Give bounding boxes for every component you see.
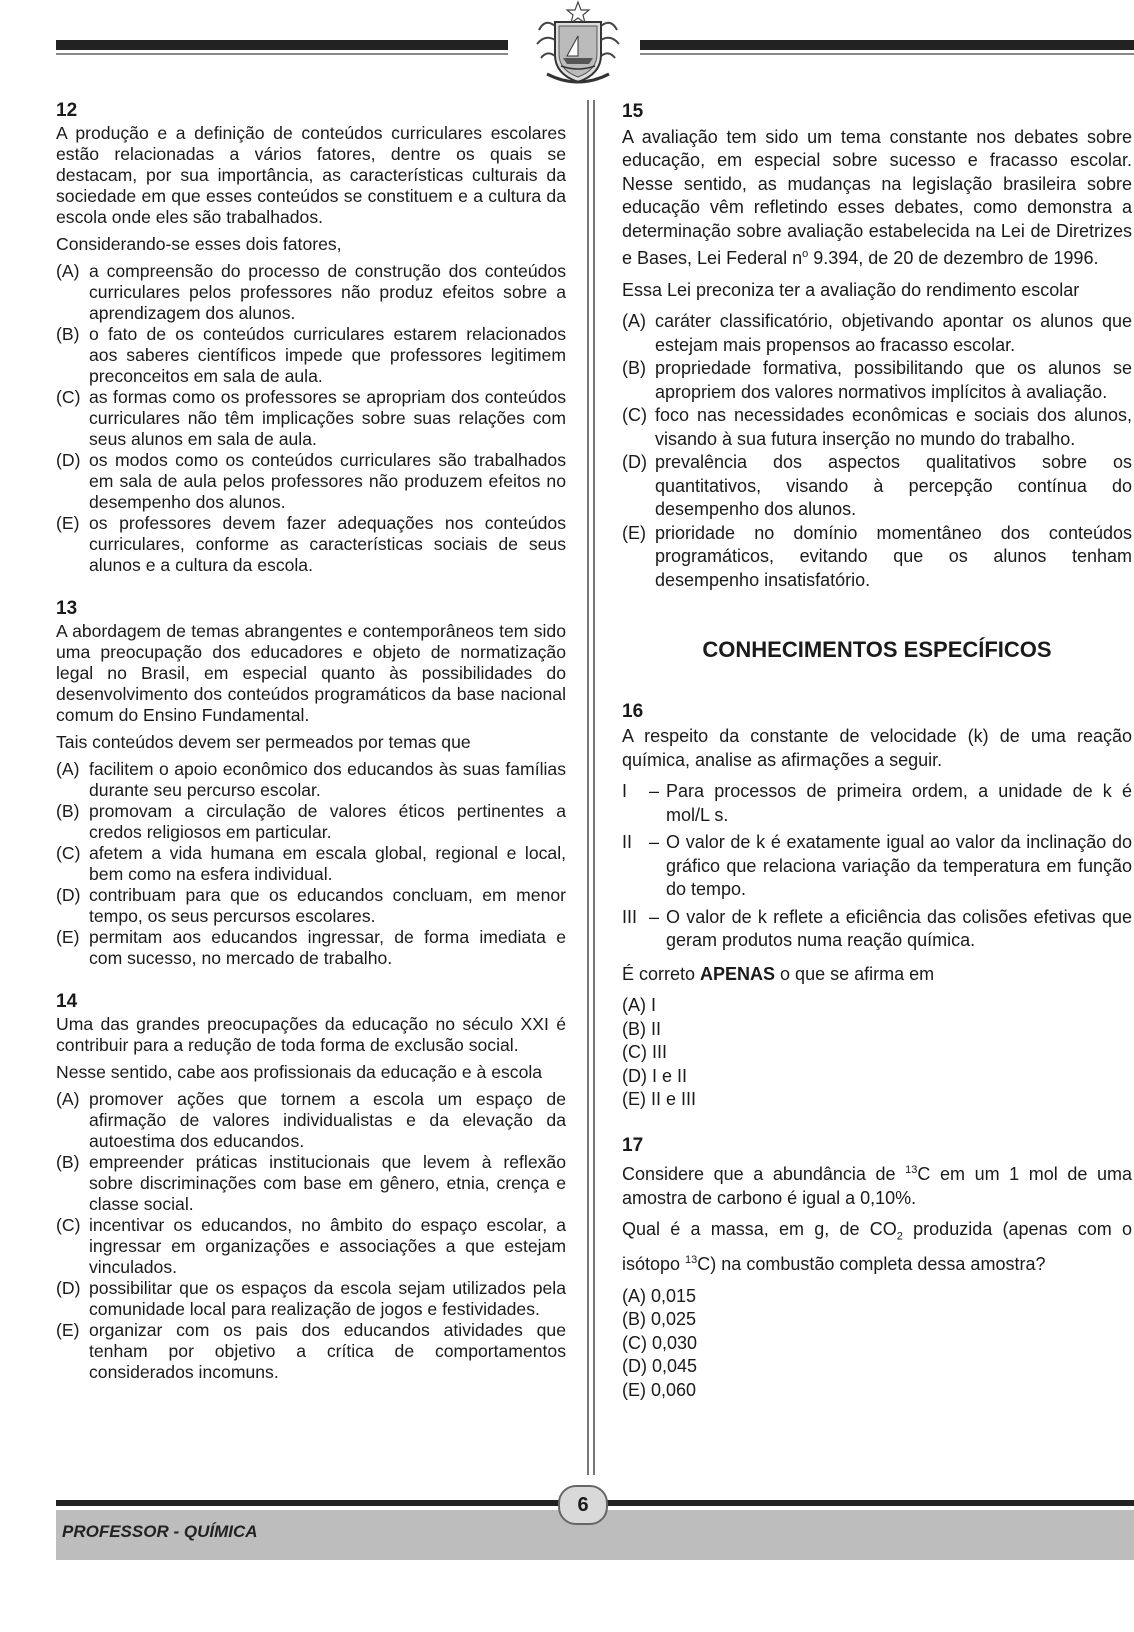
question-prompt: Considerando-se esses dois fatores, xyxy=(56,234,342,254)
question-stem: A produção e a definição de conteúdos curriculares escolares estão relacionadas a vários fatores, dentre os quais se destacam, por sua importância, as características culturais da sociedade em que esses conteúdos se constituem e a cultura da escola onde eles são trabalhados. xyxy=(56,123,566,227)
question-stem: A avaliação tem sido um tema constante nos debates sobre educação, em especial sobre sucesso e fracasso escolar. Nesse sentido, as mudanças na legislação brasileira sobre educação vêm refletindo esses debates, como demonstra a determinação sobre avaliação estabelecida na Lei de Diretrizes e Bases, Lei Federal $n^o$ 9.394, de 20 de dezembro de 1996. xyxy=(622,126,1132,268)
question-12 xyxy=(56,100,566,576)
option-d[interactable]: (D) 0,045 xyxy=(622,1356,698,1377)
question-17 xyxy=(622,1134,1132,1403)
question-stem: Considere que a abundância de $^{13}$C em um 1 mol de uma amostra de carbono é igual a 0,10%. xyxy=(622,1164,1132,1208)
statement-ii: II – O valor de k é exatamente igual ao valor da inclinação do gráfico que relaciona variação da temperatura em função do tempo. xyxy=(622,832,1132,899)
question-14 xyxy=(56,991,566,1383)
option-b[interactable]: (B) 0,025 xyxy=(622,1309,697,1330)
option-d[interactable]: (D) os modos como os conteúdos curriculares são trabalhados em sala de aula pelos professores não produzem efeitos no desempenho dos alunos. xyxy=(56,450,566,512)
left-column xyxy=(56,100,566,1405)
option-a[interactable]: (A) I xyxy=(622,995,656,1015)
option-b[interactable]: (B) propriedade formativa, possibilitando que os alunos se apropriem dos valores normativos implícitos à avaliação. xyxy=(622,358,1132,402)
statement-iii: III – O valor de k reflete a eficiência das colisões efetivas que geram produtos numa reação química. xyxy=(622,906,1132,950)
option-d[interactable]: (D) I e II xyxy=(622,1065,688,1086)
option-d[interactable]: (D) contribuam para que os educandos concluam, em menor tempo, os seus percursos escolares. xyxy=(56,885,566,926)
option-a[interactable]: (A) promover ações que tornem a escola um espaço de afirmação de valores individualistas e da elevação da autoestima dos educandos. xyxy=(56,1089,566,1151)
question-prompt: Tais conteúdos devem ser permeados por temas que xyxy=(56,732,471,752)
question-prompt: Nesse sentido, cabe aos profissionais da educação e à escola xyxy=(56,1062,543,1082)
statement-i: I – Para processos de primeira ordem, a unidade de k é mol/L s. xyxy=(622,781,1132,825)
option-e[interactable]: (E) organizar com os pais dos educandos atividades que tenham por objetivo a crítica de comportamentos considerados incomuns. xyxy=(56,1320,566,1382)
question-prompt: É correto APENAS o que se afirma em xyxy=(622,963,935,984)
question-number: 15 xyxy=(622,101,644,122)
question-prompt: Essa Lei preconiza ter a avaliação do rendimento escolar xyxy=(622,279,1080,300)
question-number: 17 xyxy=(622,1134,644,1156)
option-e[interactable]: (E) II e III xyxy=(622,1089,697,1109)
option-c[interactable]: (C) 0,030 xyxy=(622,1332,698,1353)
question-prompt: Qual é a massa, em g, de $CO_2$ produzida (apenas com o isótopo $^{13}$C) na combustão completa dessa amostra? xyxy=(622,1219,1133,1275)
column-divider xyxy=(587,100,595,1475)
question-stem: A abordagem de temas abrangentes e contemporâneos tem sido uma preocupação dos educadores e objeto de normatização legal no Brasil, em especial quanto às possibilidades do desenvolvimento dos conteúdos programáticos da base nacional comum do Ensino Fundamental. xyxy=(56,621,566,725)
header-rule-left xyxy=(56,40,508,50)
option-d[interactable]: (D) possibilitar que os espaços da escola sejam utilizados pela comunidade local para realização de jogos e festividades. xyxy=(56,1278,566,1319)
option-a[interactable]: (A) facilitem o apoio econômico dos educandos às suas famílias durante seu percurso escolar. xyxy=(56,759,566,800)
question-number: 14 xyxy=(56,991,78,1012)
option-c[interactable]: (C) III xyxy=(622,1042,667,1062)
option-e[interactable]: (E) permitam aos educandos ingressar, de forma imediata e com sucesso, no mercado de trabalho. xyxy=(56,927,566,968)
option-e[interactable]: (E) prioridade no domínio momentâneo dos conteúdos programáticos, evitando que os alunos tenham desempenho insatisfatório. xyxy=(622,522,1132,590)
option-b[interactable]: (B) empreender práticas institucionais que levem à reflexão sobre discriminações com base em gênero, etnia, crença e classe social. xyxy=(56,1152,566,1214)
option-c[interactable]: (C) as formas como os professores se apropriam dos conteúdos curriculares não têm implicações sobre suas relações com seus alunos em sala de aula. xyxy=(56,387,566,449)
option-a[interactable]: (A) caráter classificatório, objetivando apontar os alunos que estejam mais propensos ao fracasso escolar. xyxy=(622,311,1132,355)
coat-of-arms-icon xyxy=(533,0,623,88)
option-c[interactable]: (C) incentivar os educandos, no âmbito do espaço escolar, a ingressar em organizações e associações a que estejam vinculados. xyxy=(56,1215,566,1277)
option-c[interactable]: (C) foco nas necessidades econômicas e sociais dos alunos, visando à sua futura inserção no mundo do trabalho. xyxy=(622,405,1132,449)
option-d[interactable]: (D) prevalência dos aspectos qualitativos sobre os quantitativos, visando à percepção contínua do desempenho dos alunos. xyxy=(622,452,1132,519)
option-e[interactable]: (E) 0,060 xyxy=(622,1379,697,1400)
question-16 xyxy=(622,700,1132,1112)
header-rule-left-thin xyxy=(56,53,508,55)
footer-course-title: PROFESSOR - QUÍMICA xyxy=(62,1522,258,1541)
question-number: 13 xyxy=(56,598,78,619)
option-c[interactable]: (C) afetem a vida humana em escala global, regional e local, bem como na esfera individual. xyxy=(56,843,566,884)
right-column xyxy=(622,100,1132,1424)
question-stem: A respeito da constante de velocidade (k) de uma reação química, analise as afirmações a seguir. xyxy=(622,726,1132,770)
section-title: CONHECIMENTOS ESPECÍFICOS xyxy=(702,637,1052,662)
option-a[interactable]: (A) 0,015 xyxy=(622,1285,697,1306)
option-e[interactable]: (E) os professores devem fazer adequações nos conteúdos curriculares, conforme as características sociais de seus alunos e a cultura da escola. xyxy=(56,513,566,575)
option-b[interactable]: (B) promovam a circulação de valores éticos pertinentes a credos religiosos em particular. xyxy=(56,801,566,842)
option-b[interactable]: (B) o fato de os conteúdos curriculares estarem relacionados aos saberes científicos impede que professores legitimem preconceitos em sala de aula. xyxy=(56,324,566,386)
question-number: 12 xyxy=(56,100,78,121)
question-13 xyxy=(56,598,566,969)
page-number: 6 xyxy=(558,1485,608,1525)
header-rule-right-thin xyxy=(640,53,1134,55)
option-a[interactable]: (A) a compreensão do processo de construção dos conteúdos curriculares pelos professores não produz efeitos sobre a aprendizagem dos alunos. xyxy=(56,261,566,323)
header-rule-right xyxy=(640,40,1134,50)
question-15 xyxy=(622,100,1132,592)
option-b[interactable]: (B) II xyxy=(622,1018,661,1039)
question-number: 16 xyxy=(622,700,644,722)
question-stem: Uma das grandes preocupações da educação no século XXI é contribuir para a redução de toda forma de exclusão social. xyxy=(56,1014,566,1055)
